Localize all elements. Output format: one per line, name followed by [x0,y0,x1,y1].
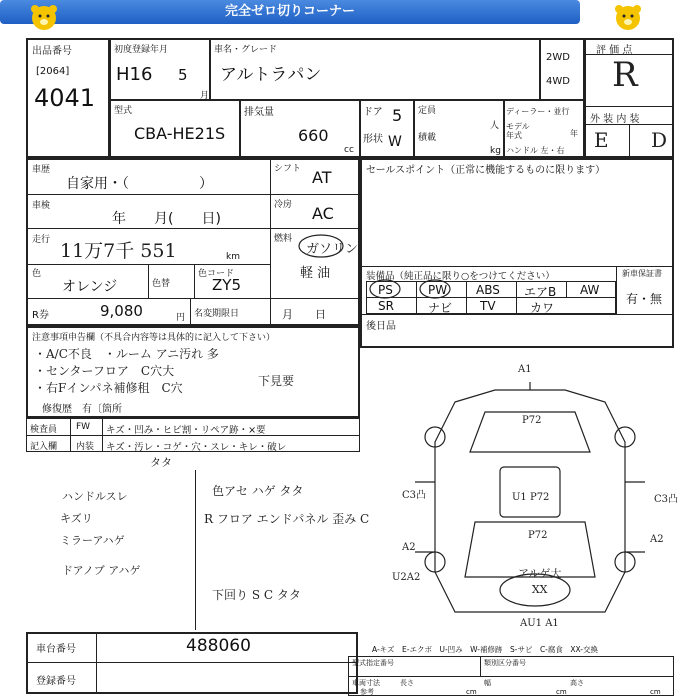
equip-sr: SR [378,299,394,313]
diag-u2: U2A2 [392,572,421,583]
diag-bottom: AU1 A1 [520,618,559,629]
diag-a2-left: A2 [402,542,416,553]
equip-tv: TV [480,299,496,313]
doors-value: 5 [392,106,403,125]
recycle-unit: 円 [176,313,186,323]
shape-label: 形状 [363,134,383,145]
fuel-diesel: 軽 油 [300,266,331,281]
model-year-label: モデル 年式 [506,122,530,140]
lot-sub: [2064] [36,66,70,77]
check-label-1: 検査員 [30,425,58,435]
drive-box [540,38,584,100]
equip-airbag: エアB [524,285,557,299]
first-reg-month: 5 [178,66,188,84]
history-label: 車歴 [32,165,51,175]
color-label: 色 [32,269,42,279]
check-label-2: 記入欄 [30,442,58,452]
header-banner: 完全ゼロ切りコーナー [0,0,580,24]
hw-left-2: キズリ [60,512,93,525]
inspection-value: 年 月( 日) [112,211,221,227]
rating-label: 評 価 点 [596,45,633,56]
hw-left-4: ドアノブ アハゲ [62,564,141,577]
drive-2wd: 2WD [546,52,570,63]
first-reg-label: 初度登録年月 [114,45,169,55]
lot-number: 4041 [34,84,96,112]
footer-length: 長さ [400,679,414,687]
diag-p72-2: P72 [528,530,548,541]
name-change-label: 名変期限日 [194,309,240,319]
notes-line-1: ・A/C不良 ・ルーム アニ汚れ 多 [34,347,219,361]
model-value: CBA-HE21S [134,124,226,143]
equip-ps-circle [368,279,402,299]
repair-history: 修復歴 有〔箇所 [42,404,122,415]
check-row1-label: FW [76,422,91,432]
doors-label: ドア [363,107,383,118]
rating-value: R [612,55,638,95]
history-value: 自家用・（ ） [66,176,213,192]
ext-int-label: 外 装 内 装 [590,114,640,125]
hw-left-3: ミラーアハゲ [60,534,125,547]
shift-value: AT [312,168,332,187]
displacement-unit: cc [344,145,354,155]
first-reg-month-unit: 月 [200,91,210,101]
hw-right-2: R フロア エンドパネル 歪み C [204,512,370,526]
bear-mascot-icon [612,3,644,33]
hw-right-1: 色アセ ハゲ タタ [212,484,304,498]
fuel-circle-mark [296,232,346,260]
footer-cm-1: cm [466,688,477,696]
inspection-label: 車検 [32,201,51,211]
car-name-value: アルトラパン [220,65,322,85]
year-unit: 年 [570,129,578,138]
registration-label: 登録番号 [36,676,76,687]
equip-aw: AW [580,283,600,297]
hw-left-1: ハンドルスレ [62,490,128,503]
check-row2-label: 内装 [76,442,95,452]
mileage-unit: km [226,252,240,262]
hw-right-3: 下回り S C タタ [212,588,301,602]
handle-label: ハンドル 左・右 [506,146,565,155]
rear-items-label: 後日品 [366,321,396,332]
fuel-petrol: ガソリン [306,242,359,257]
mileage-value: 11万7千 551 [60,240,177,262]
equip-pw: PW [428,283,448,297]
recycle-label: R券 [32,310,49,321]
load-label: 積載 [418,133,437,143]
notes-label: 注意事項申告欄（不具合内容等は具体的に記入して下さい） [32,333,276,343]
footer-cm-2: cm [556,688,567,696]
footer-approval: 型式指定番号 [352,659,394,667]
check-row2: キズ・汚レ・コゲ・穴・スレ・キレ・破レ [106,442,287,453]
equip-navi: ナビ [428,301,453,315]
diag-p72-1: P72 [522,415,542,426]
footer-height: 高さ [570,679,584,687]
capacity-label: 定員 [418,106,437,116]
diag-a2-right: A2 [650,534,664,545]
car-name-label: 車名・グレード [214,45,278,55]
first-reg-year: H16 [116,64,153,85]
displacement-label: 排気量 [244,107,274,118]
lot-label: 出品番号 [32,46,72,57]
notes-line-3: ・右Fインパネ補修租 C穴 [34,381,183,395]
aircon-label: 冷房 [274,200,293,210]
shift-label: シフト [274,164,302,174]
bear-mascot-icon [28,3,60,33]
equipment-label: 装備品（純正品に限り○をつけてください） [366,271,555,282]
legend: A-キズ E-エクボ U-凹み W-補修跡 S-サビ C-腐食 XX-交換 [372,645,598,654]
color-change-label: 色替 [152,279,171,289]
notes-side: 下見要 [258,374,295,388]
check-mark: タタ [150,456,172,469]
equip-pw-circle [418,279,452,299]
diag-rear: アルゲ大 XX [518,567,562,596]
equip-abs: ABS [476,283,500,297]
ext-int-value: E D [594,128,685,152]
dealer-label: ディーラー・並行 [506,107,570,116]
model-label: 型式 [114,106,133,116]
color-code-value: ZY5 [212,276,241,294]
footer-ref: 参考 [360,688,374,696]
displacement-value: 660 [298,126,329,145]
color-value: オレンジ [62,279,118,295]
diag-right-mid: C3凸 [654,494,679,505]
aircon-value: AC [312,204,334,223]
diag-a1-top: A1 [518,364,532,375]
footer-class: 類別区分番号 [484,659,526,667]
recycle-value: 9,080 [100,302,143,320]
footer-dims: 車両寸法 [352,679,380,687]
warranty-label: 新車保証書 [622,269,662,278]
diag-u1: U1 P72 [512,492,550,503]
fuel-label: 燃料 [274,234,293,244]
mileage-label: 走行 [32,235,51,245]
drive-4wd: 4WD [546,76,570,87]
chassis-value: 488060 [186,636,251,656]
footer-width: 幅 [484,679,491,687]
footer-cm-3: cm [650,688,661,696]
shape-value: W [388,134,402,150]
check-row1: キズ・凹み・ヒビ割・リペア跡・×要 [106,425,266,436]
notes-line-2: ・センターフロア C穴大 [34,364,175,378]
color-code-label: 色コード [198,269,235,279]
load-unit: kg [490,146,501,156]
warranty-value: 有・無 [626,292,663,306]
equip-leather: カワ [530,301,555,315]
equip-ps: PS [378,283,393,297]
name-change-value: 月 日 [282,308,326,321]
capacity-unit: 人 [490,121,500,131]
sales-points-label: セールスポイント（正常に機能するものに限ります） [366,165,606,176]
chassis-label: 車台番号 [36,644,76,655]
sales-frame [360,158,674,348]
diag-left-mid: C3凸 [402,490,427,501]
